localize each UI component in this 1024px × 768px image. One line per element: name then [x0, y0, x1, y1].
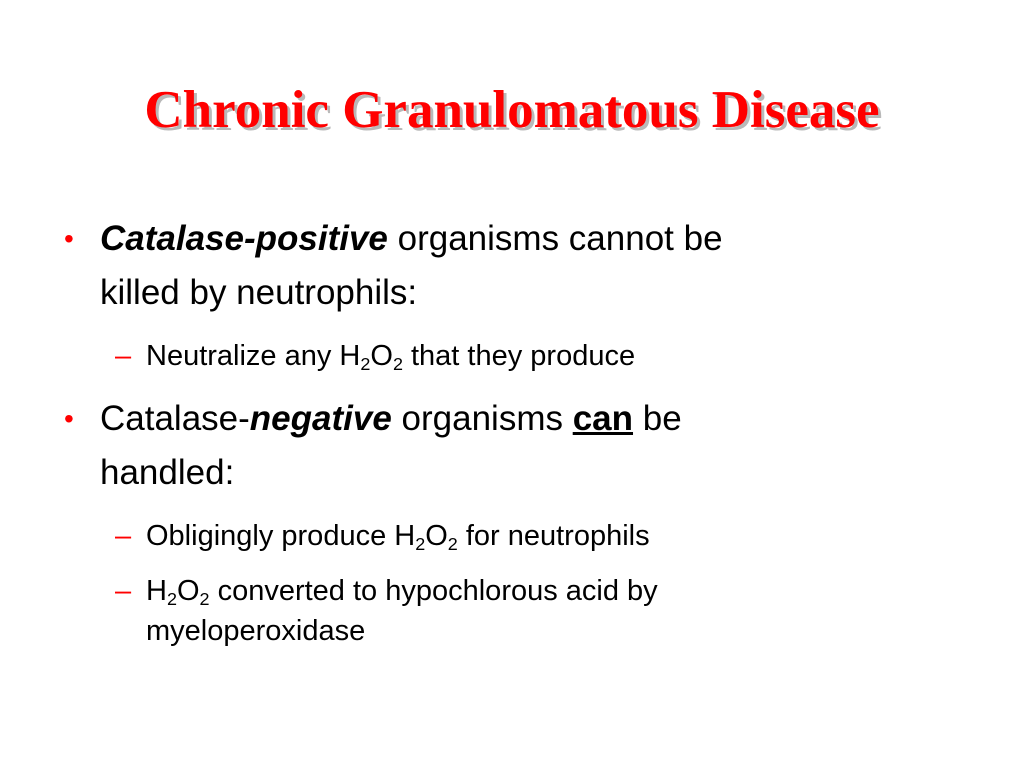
bullet-item-catalase-negative — [64, 392, 920, 500]
bullet-text-continued: killed by neutrophils: — [100, 273, 418, 312]
emphasis-catalase-positive: Catalase-positive — [100, 219, 388, 258]
dash-marker: – — [115, 575, 132, 607]
subscript: 2 — [199, 589, 210, 610]
sub-item-obligingly — [115, 516, 926, 556]
subscript: 2 — [447, 534, 458, 555]
sub-text: converted to hypochlorous acid by — [209, 575, 658, 607]
slide-title: Chronic Granulomatous Disease — [144, 81, 880, 139]
sub-text: H — [146, 575, 167, 607]
emphasis-negative: negative — [249, 399, 392, 438]
bullet-marker: • — [64, 403, 74, 434]
emphasis-can: can — [572, 399, 634, 438]
sub-text: Neutralize any H — [146, 340, 361, 372]
subscript: 2 — [360, 354, 371, 375]
bullet-text-continued: handled: — [100, 453, 235, 492]
sub-text: O — [425, 520, 448, 552]
bullet-marker: • — [64, 223, 74, 254]
sub-item-neutralize — [115, 336, 926, 376]
sub-text: O — [370, 340, 393, 372]
bullet-item-catalase-positive — [64, 212, 920, 320]
sub-text: that they produce — [402, 340, 636, 372]
dash-marker: – — [115, 520, 132, 552]
sub-item-converted — [115, 571, 926, 651]
subscript: 2 — [415, 534, 426, 555]
subscript: 2 — [166, 589, 177, 610]
subscript: 2 — [392, 354, 403, 375]
bullet-text: Catalase- — [100, 399, 250, 438]
bullet-text: be — [633, 399, 682, 438]
sub-text: for neutrophils — [457, 520, 650, 552]
bullet-text: organisms cannot be — [387, 219, 723, 258]
dash-marker: – — [115, 340, 132, 372]
sub-text-continued: myeloperoxidase — [146, 615, 366, 647]
sub-text: O — [176, 575, 200, 607]
sub-text: Obligingly produce H — [146, 520, 416, 552]
bullet-text: organisms — [391, 399, 573, 438]
